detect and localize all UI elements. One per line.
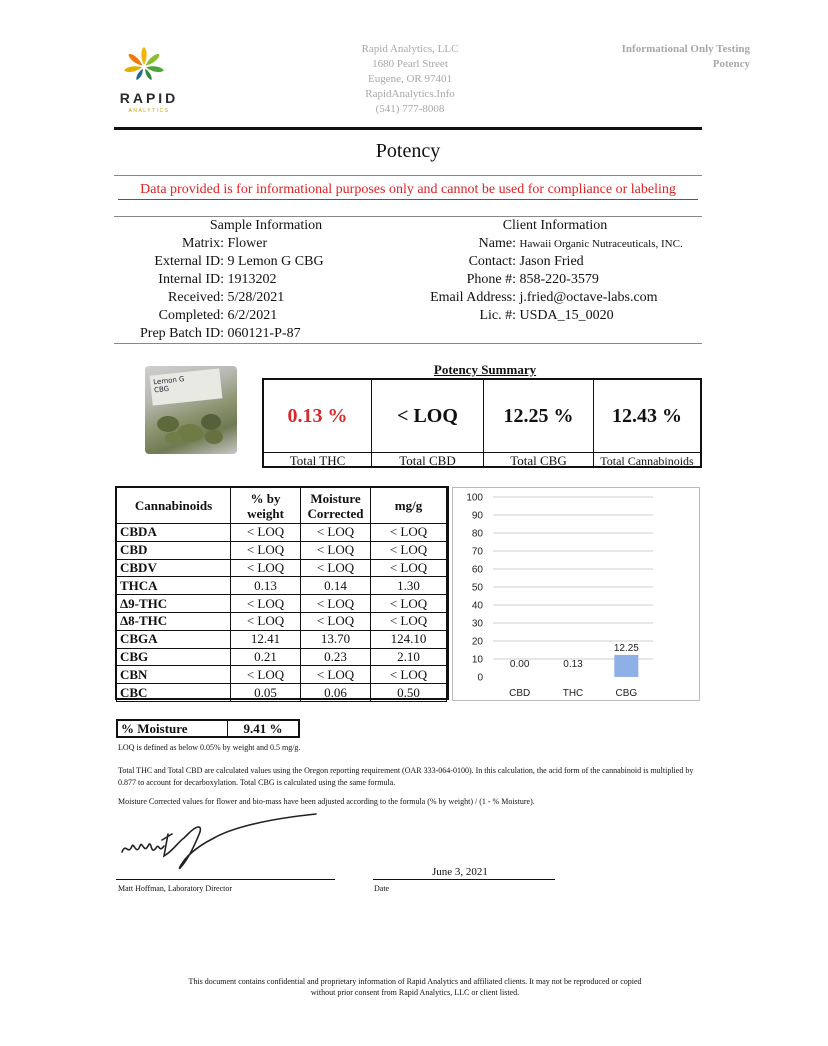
cannabinoid-value: < LOQ (231, 612, 301, 630)
table-row (117, 559, 447, 577)
y-tick-label: 40 (471, 600, 483, 612)
field-value: Jason Fried (519, 254, 584, 269)
header-divider (114, 127, 702, 130)
field-label: Contact: (468, 254, 516, 269)
cannabinoid-value: 0.06 (301, 684, 371, 702)
cannabinoid-value: 0.23 (301, 648, 371, 666)
cannabinoid-value: 0.21 (231, 648, 301, 666)
flower-bud (205, 430, 223, 444)
loq-note: LOQ is defined as below 0.05% by weight and 0.5 mg/g. (118, 743, 301, 752)
y-tick-label: 20 (471, 636, 483, 648)
moisture-label: % Moisture (118, 721, 228, 736)
field-value: 060121-P-87 (227, 326, 301, 341)
field-label: Lic. #: (479, 308, 516, 323)
date-label: Date (374, 884, 390, 893)
field-value: USDA_15_0020 (519, 308, 614, 323)
director-signature (118, 812, 318, 881)
y-tick-label: 60 (471, 564, 483, 576)
field-value: 9 Lemon G CBG (227, 254, 324, 269)
cannabinoid-value: 0.13 (231, 577, 301, 595)
table-row (117, 684, 447, 702)
cannabinoid-value: < LOQ (301, 666, 371, 684)
rapid-analytics-logo-icon (122, 46, 166, 93)
disclaimer-underline (118, 199, 698, 200)
cannabinoid-table (116, 487, 447, 702)
client-info-heading: Client Information (502, 218, 608, 233)
sample-info (116, 235, 376, 343)
field-value: 6/2/2021 (227, 308, 278, 323)
cannabinoid-name: CBGA (117, 630, 231, 648)
logo-tagline: ANALYTICS (128, 108, 170, 114)
field-value: Hawaii Organic Nutraceuticals, INC. (519, 238, 683, 250)
table-row (117, 666, 447, 684)
logo-wordmark: RAPID (119, 90, 179, 106)
summary-total-cbg-value (484, 380, 594, 452)
lab-name: Rapid Analytics, LLC (361, 43, 459, 55)
summary-value: 12.43 % (612, 404, 682, 427)
summary-value: 0.13 % (287, 404, 348, 427)
report-subtype: Potency (712, 58, 750, 70)
field-label: Prep Batch ID: (140, 326, 224, 341)
cannabinoid-name: Δ8-THC (117, 612, 231, 630)
cannabinoid-value: 0.50 (371, 684, 447, 702)
summary-label: Total Cannabinoids (594, 452, 700, 468)
bar-cbg (614, 655, 638, 677)
table-header-row (117, 488, 447, 524)
summary-value: 12.25 % (503, 404, 574, 427)
x-tick-label: CBG (615, 688, 638, 699)
client-info (410, 235, 710, 325)
cannabinoid-value: 13.70 (301, 630, 371, 648)
cannabinoid-name: CBDA (117, 524, 231, 542)
sample-row-completed (116, 307, 376, 325)
sample-row-received (116, 289, 376, 307)
field-label: External ID: (154, 254, 224, 269)
client-row-email (410, 289, 710, 307)
cannabinoid-value: < LOQ (301, 559, 371, 577)
field-label: Phone #: (466, 272, 516, 287)
client-row-license (410, 307, 710, 325)
bag-label (150, 368, 223, 405)
cannabinoid-value: < LOQ (371, 612, 447, 630)
cannabinoid-value: 0.05 (231, 684, 301, 702)
summary-label: Total CBD (372, 452, 484, 468)
data-label: 12.25 (613, 642, 639, 654)
field-label: Matrix: (182, 236, 224, 251)
cannabinoid-name: CBG (117, 648, 231, 666)
cannabinoid-value: < LOQ (231, 559, 301, 577)
data-label: 0.13 (563, 659, 583, 670)
table-row (117, 577, 447, 595)
summary-total-cannabinoids-value (594, 380, 700, 452)
y-tick-label: 30 (471, 618, 483, 630)
cannabinoid-value: < LOQ (371, 541, 447, 559)
lab-address-block (300, 42, 520, 117)
field-label: Received: (168, 290, 224, 305)
table-row (117, 612, 447, 630)
moisture-value: 9.41 % (243, 721, 283, 736)
confidentiality-footer (120, 976, 710, 998)
cannabinoid-value: < LOQ (301, 541, 371, 559)
client-row-phone (410, 271, 710, 289)
column-header: Cannabinoids (117, 488, 231, 524)
footer-line2: without prior consent from Rapid Analytics, LLC or client listed. (310, 988, 520, 997)
x-tick-label: CBD (509, 688, 531, 699)
footer-line1: This document contains confidential and proprietary information of Rapid Analytics and affiliated clients. It may not be reproduced or copied (188, 977, 642, 986)
table-row (117, 541, 447, 559)
signature-line (116, 879, 335, 880)
field-label: Internal ID: (158, 272, 224, 287)
cannabinoid-name: CBN (117, 666, 231, 684)
total-calc-note: Total THC and Total CBD are calculated values using the Oregon reporting requirement (OAR 333-064-0100). In this calculation, the acid form of the cannabinoid is multiplied by 0.877 to account for decarboxylation. Total CBG is calculated using the same formula. (118, 766, 694, 787)
cannabinoid-value: < LOQ (301, 595, 371, 613)
potency-chart (452, 487, 700, 701)
table-row (117, 595, 447, 613)
table-row (117, 648, 447, 666)
client-row-contact (410, 253, 710, 271)
y-tick-label: 80 (471, 528, 483, 540)
field-value: 1913202 (227, 272, 277, 287)
cannabinoid-value: < LOQ (231, 595, 301, 613)
x-tick-label: THC (562, 688, 584, 699)
lab-phone: (541) 777-8008 (375, 103, 445, 115)
cannabinoid-value: < LOQ (231, 666, 301, 684)
divider (114, 216, 702, 217)
cannabinoid-value: 1.30 (371, 577, 447, 595)
summary-label: Total THC (264, 452, 372, 468)
field-value: 858-220-3579 (519, 272, 599, 287)
disclaimer-text: Data provided is for informational purposes only and cannot be used for compliance or labeling (140, 182, 676, 197)
sample-row-matrix (116, 235, 376, 253)
table-row (117, 524, 447, 542)
summary-label: Total CBG (484, 452, 594, 468)
cannabinoid-value: < LOQ (301, 612, 371, 630)
field-label: Name: (478, 236, 516, 251)
sample-row-internal-id (116, 271, 376, 289)
moisture-box (116, 719, 300, 738)
cannabinoid-value: < LOQ (371, 595, 447, 613)
y-tick-label: 100 (466, 492, 483, 504)
cannabinoid-name: Δ9-THC (117, 595, 231, 613)
column-header: mg/g (371, 488, 447, 524)
moisture-calc-note: Moisture Corrected values for flower and bio-mass have been adjusted according to the formula (% by weight) / (1 - % Moisture). (118, 797, 535, 806)
lab-website: RapidAnalytics.Info (365, 88, 455, 100)
signature-date: June 3, 2021 (432, 866, 488, 878)
cannabinoid-value: < LOQ (371, 559, 447, 577)
cannabinoid-name: CBDV (117, 559, 231, 577)
cannabinoid-value: < LOQ (371, 666, 447, 684)
cannabinoid-value: < LOQ (231, 541, 301, 559)
cannabinoid-value: 12.41 (231, 630, 301, 648)
cannabinoid-name: THCA (117, 577, 231, 595)
report-type-block (530, 42, 750, 72)
cannabinoid-value: 124.10 (371, 630, 447, 648)
potency-bar-chart (453, 488, 699, 700)
field-label: Email Address: (430, 290, 516, 305)
sample-info-heading: Sample Information (209, 218, 323, 233)
divider (114, 343, 702, 344)
page-title: Potency (375, 140, 441, 162)
field-value: 5/28/2021 (227, 290, 285, 305)
divider (114, 175, 702, 176)
lab-city: Eugene, OR 97401 (367, 73, 452, 85)
summary-total-cbd-value (372, 380, 484, 452)
flower-bud (157, 416, 179, 432)
sample-photo (145, 366, 237, 454)
cannabinoid-value: < LOQ (301, 524, 371, 542)
client-row-name (410, 235, 710, 253)
cannabinoid-value: < LOQ (371, 524, 447, 542)
column-header: Moisture Corrected (301, 488, 371, 524)
lab-street: 1680 Pearl Street (372, 58, 448, 70)
flower-bud (165, 432, 183, 444)
y-tick-label: 0 (477, 672, 483, 684)
potency-summary-title: Potency Summary (433, 362, 537, 377)
cannabinoid-name: CBC (117, 684, 231, 702)
report-type: Informational Only Testing (621, 43, 750, 55)
field-value: Flower (227, 236, 268, 251)
table-row (117, 630, 447, 648)
cannabinoid-value: 0.14 (301, 577, 371, 595)
flower-bud (201, 414, 221, 430)
column-header: % by weight (231, 488, 301, 524)
signatory-name: Matt Hoffman, Laboratory Director (118, 884, 233, 893)
field-label: Completed: (158, 308, 224, 323)
cannabinoid-value: < LOQ (231, 524, 301, 542)
y-tick-label: 10 (471, 654, 483, 666)
y-tick-label: 70 (471, 546, 483, 558)
cannabinoid-value: 2.10 (371, 648, 447, 666)
bag-label-line1: Lemon G (152, 375, 185, 387)
sample-row-external-id (116, 253, 376, 271)
sample-row-prep-batch (116, 325, 376, 343)
date-line (373, 879, 555, 880)
y-tick-label: 50 (471, 582, 483, 594)
bag-label-line2: CBG (153, 384, 170, 395)
data-label: 0.00 (509, 659, 530, 670)
summary-value: < LOQ (397, 404, 458, 427)
summary-total-thc-value (264, 380, 372, 452)
field-value: j.fried@octave-labs.com (519, 290, 658, 305)
cannabinoid-name: CBD (117, 541, 231, 559)
potency-summary-table (262, 378, 702, 468)
y-tick-label: 90 (471, 510, 483, 522)
